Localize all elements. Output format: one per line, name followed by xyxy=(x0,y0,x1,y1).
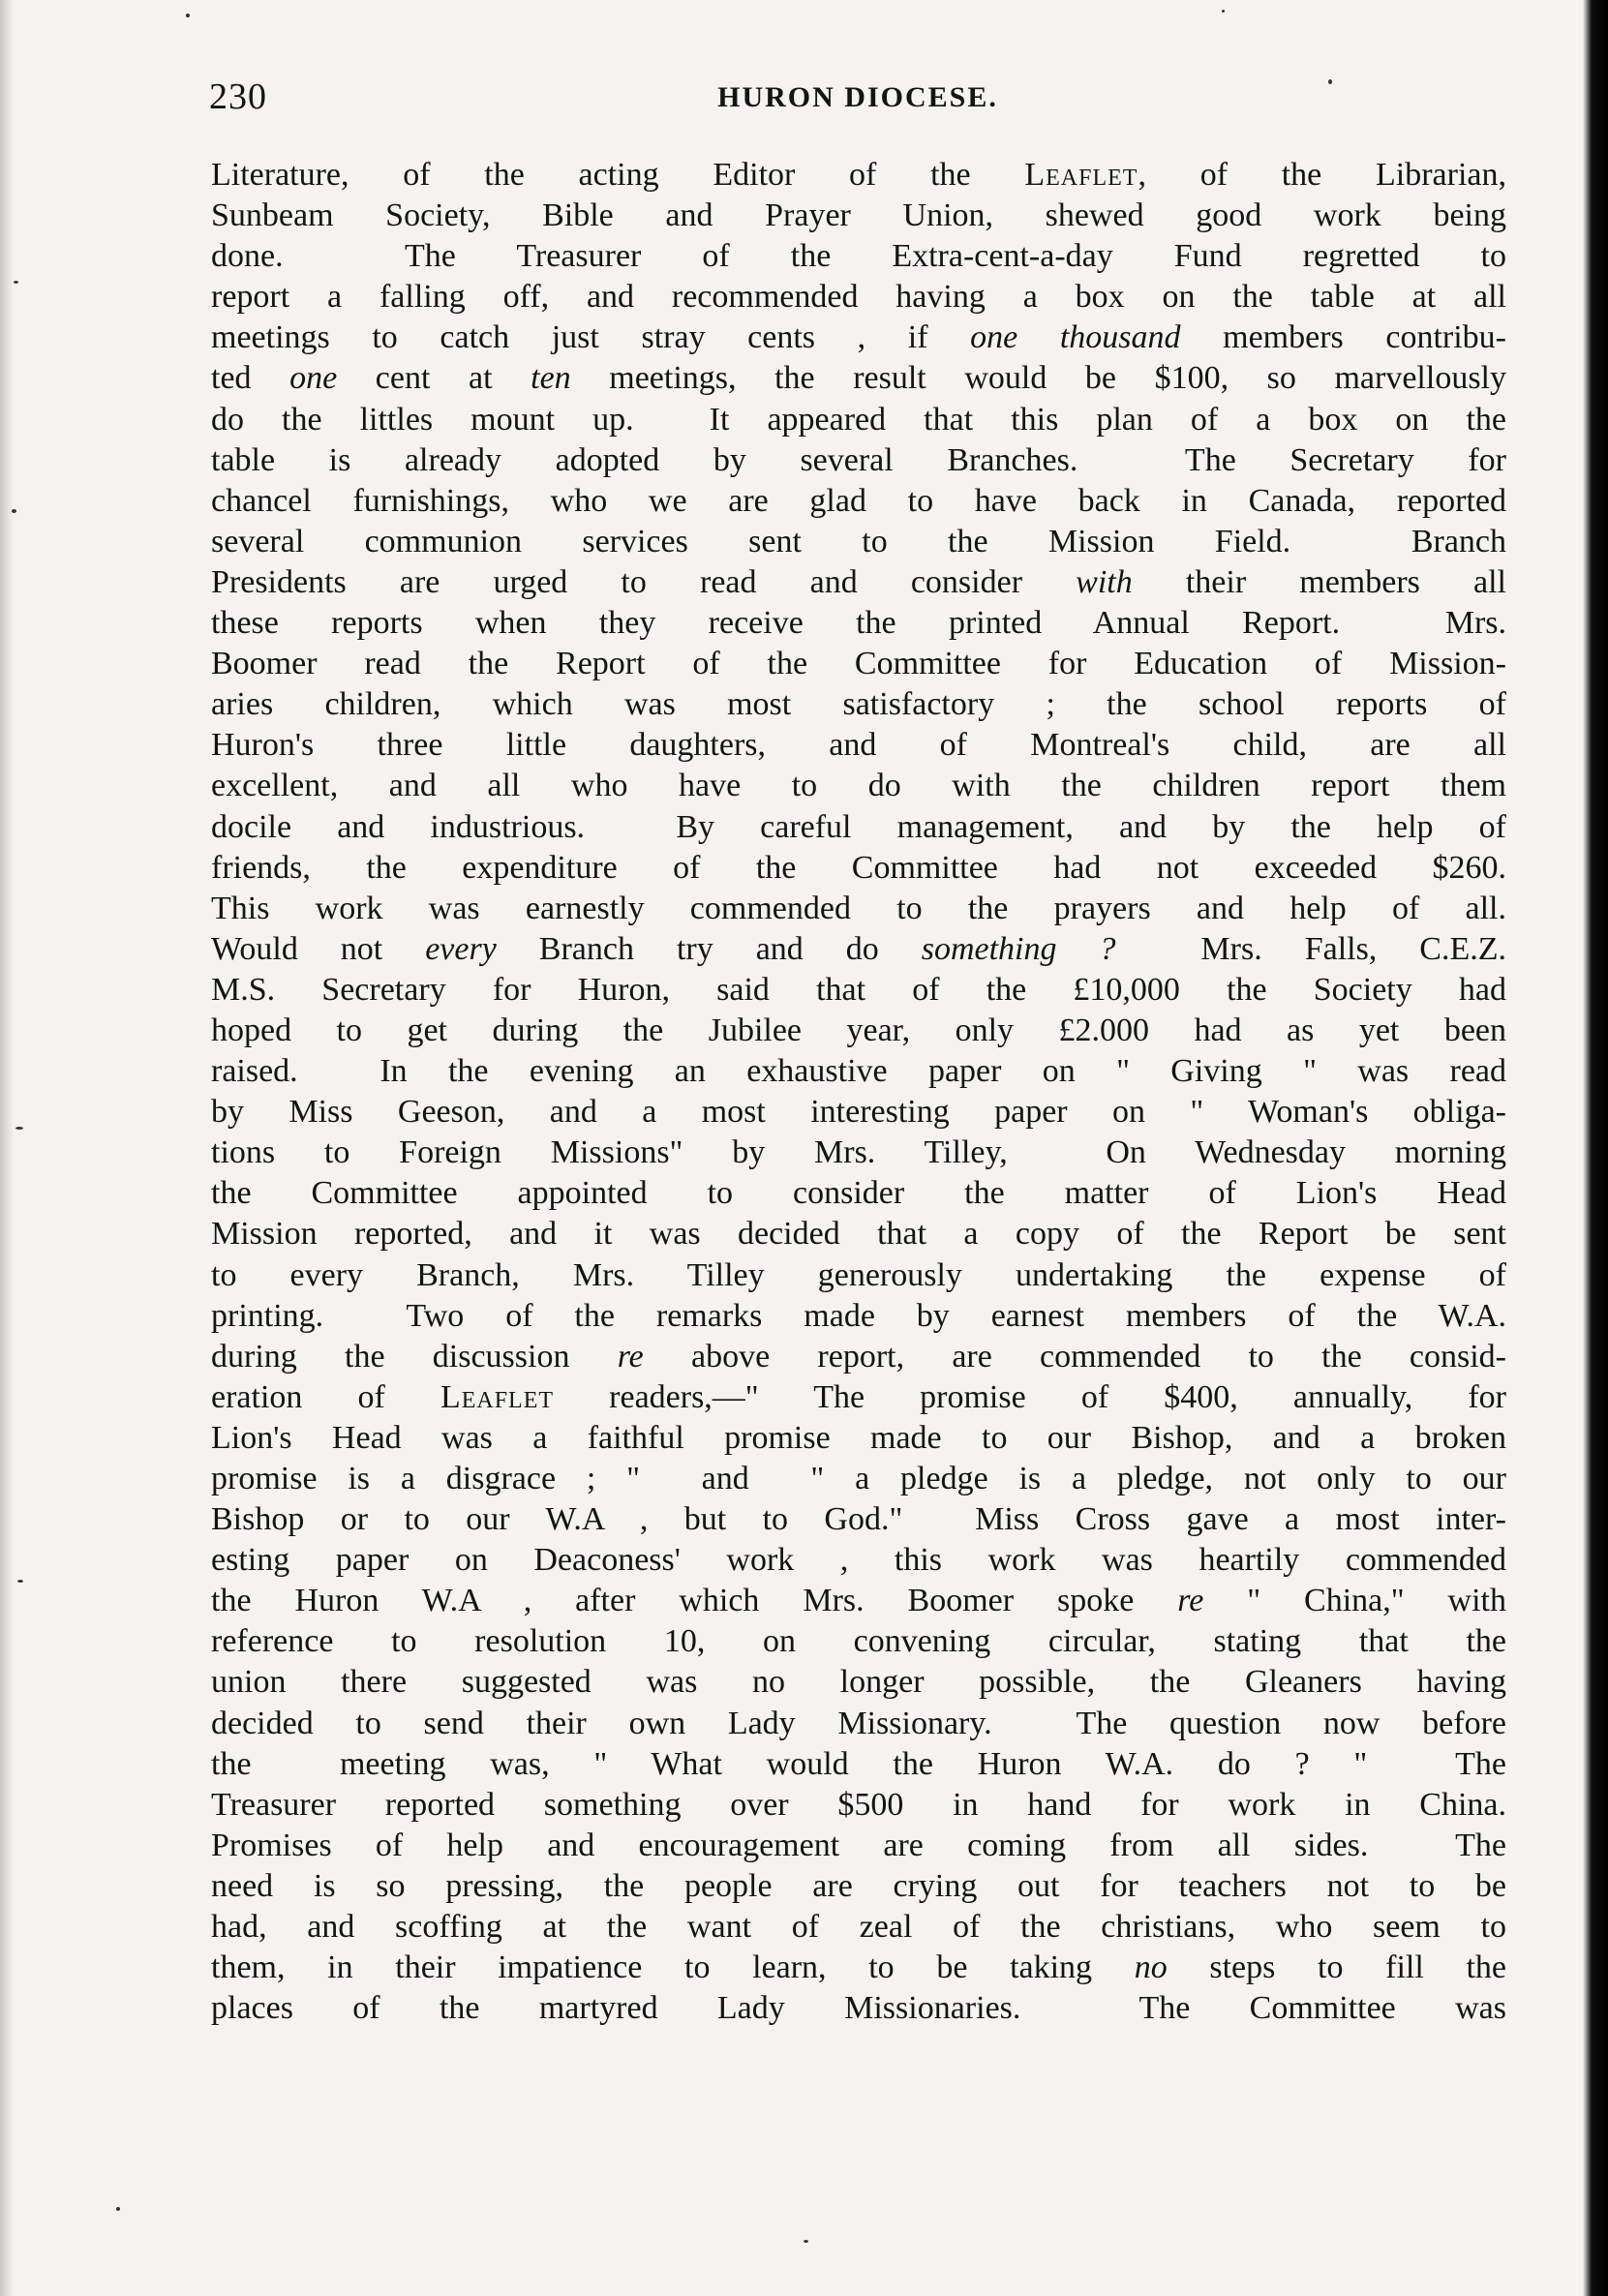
italic-text: re xyxy=(1177,1583,1204,1619)
text-segment: Literature, of the acting Editor of the xyxy=(211,157,1025,193)
italic-text: with xyxy=(1076,563,1133,600)
text-segment: them, in their impatience to learn, to be taking xyxy=(211,1949,1135,1986)
text-segment: printing. Two of the remarks made by earnest members of the W.A. xyxy=(211,1297,1506,1334)
page-header xyxy=(209,76,1506,130)
text-line xyxy=(211,603,1506,644)
text-line xyxy=(211,1988,1506,2029)
text-line xyxy=(211,481,1506,522)
text-segment: the Committee appointed to consider the matter of Lion's Head xyxy=(211,1175,1506,1212)
text-segment: several communion services sent to the Mission Field. Branch xyxy=(211,523,1506,559)
text-segment: by Miss Geeson, and a most interesting paper on " Woman's obliga- xyxy=(211,1094,1506,1131)
text-line xyxy=(211,1621,1506,1662)
text-line xyxy=(211,1418,1506,1459)
text-line xyxy=(211,317,1506,358)
scan-speck xyxy=(12,509,16,513)
text-line xyxy=(211,848,1506,889)
text-segment: to every Branch, Mrs. Tilley generously undertaking the expense of xyxy=(211,1256,1506,1293)
text-line xyxy=(211,236,1506,277)
scan-speck xyxy=(15,1127,23,1130)
text-line xyxy=(211,725,1506,766)
text-line xyxy=(211,1051,1506,1092)
text-segment: Would not xyxy=(211,930,426,967)
text-line xyxy=(211,1744,1506,1785)
text-line xyxy=(211,1581,1506,1621)
text-segment: members contribu- xyxy=(1180,319,1506,356)
page-number: 230 xyxy=(209,76,267,117)
small-caps-text: Leaflet xyxy=(440,1378,555,1415)
text-segment: chancel furnishings, who we are glad to have back in Canada, reported xyxy=(211,482,1506,519)
text-line xyxy=(211,1133,1506,1173)
text-line xyxy=(211,155,1506,196)
text-segment: cent at xyxy=(337,360,531,397)
text-segment: the meeting was, " What would the Huron W.A. do ? " The xyxy=(211,1745,1506,1782)
text-line xyxy=(211,1826,1506,1866)
text-line xyxy=(211,196,1506,236)
text-segment: Bishop or to our W.A , but to God." Miss Cross gave a most inter- xyxy=(211,1501,1506,1538)
italic-text: one xyxy=(289,360,338,397)
text-line xyxy=(211,1296,1506,1337)
scan-speck xyxy=(1222,10,1225,13)
scan-speck xyxy=(17,1580,23,1583)
text-segment: friends, the expenditure of the Committee had not exceeded $260. xyxy=(211,849,1506,886)
text-segment: Sunbeam Society, Bible and Prayer Union, shewed good work being xyxy=(211,197,1506,234)
text-segment: report a falling off, and recommended having a box on the table at all xyxy=(211,279,1506,316)
text-segment: Treasurer reported something over $500 in hand for work in China. xyxy=(211,1786,1506,1823)
italic-text: something ? xyxy=(921,930,1116,967)
text-line xyxy=(211,1011,1506,1051)
text-segment: do the littles mount up. It appeared that this plan of a box on the xyxy=(211,401,1506,438)
text-line xyxy=(211,1948,1506,1988)
text-segment: ted xyxy=(211,360,290,397)
text-segment: Boomer read the Report of the Committee for Education of Mission- xyxy=(211,646,1506,682)
text-segment: table is already adopted by several Branches. The Secretary for xyxy=(211,441,1506,478)
scan-speck xyxy=(186,14,190,17)
text-line xyxy=(211,807,1506,848)
text-segment: readers,—" The promise of $400, annually, for xyxy=(554,1378,1506,1415)
page-left-edge-shadow xyxy=(0,0,14,2296)
text-segment: M.S. Secretary for Huron, said that of the £10,000 the Society had xyxy=(211,971,1506,1008)
text-segment: This work was earnestly commended to the prayers and help of all. xyxy=(211,890,1506,926)
italic-text: every xyxy=(425,930,497,967)
text-segment: steps to fill the xyxy=(1167,1949,1506,1986)
text-line xyxy=(211,1255,1506,1296)
text-line xyxy=(211,1785,1506,1826)
text-segment: raised. In the evening an exhaustive paper on " Giving " was read xyxy=(211,1053,1506,1090)
text-segment: Promises of help and encouragement are coming from all sides. The xyxy=(211,1827,1506,1863)
text-line xyxy=(211,766,1506,806)
text-segment: eration of xyxy=(211,1378,440,1415)
text-segment: decided to send their own Lady Missionary. The question now before xyxy=(211,1705,1506,1741)
text-segment: hoped to get during the Jubilee year, only £2.000 had as yet been xyxy=(211,1012,1506,1048)
text-line xyxy=(211,400,1506,440)
scan-speck xyxy=(14,281,18,284)
text-segment: Presidents are urged to read and consider xyxy=(211,563,1077,600)
small-caps-text: Leaflet xyxy=(1024,157,1138,193)
text-line xyxy=(211,277,1506,317)
text-segment: need is so pressing, the people are crying out for teachers not to be xyxy=(211,1867,1506,1904)
text-line xyxy=(211,440,1506,481)
text-line xyxy=(211,644,1506,684)
text-line xyxy=(211,889,1506,929)
text-line xyxy=(211,1337,1506,1377)
scan-speck xyxy=(804,2240,808,2243)
text-line xyxy=(211,562,1506,603)
text-segment: Huron's three little daughters, and of Montreal's child, are all xyxy=(211,727,1506,764)
text-segment: docile and industrious. By careful management, and by the help of xyxy=(211,808,1506,845)
text-segment: excellent, and all who have to do with the children report them xyxy=(211,768,1506,804)
text-segment: reference to resolution 10, on convening circular, stating that the xyxy=(211,1623,1506,1660)
scan-speck xyxy=(116,2207,120,2211)
text-segment: Mrs. Falls, C.E.Z. xyxy=(1115,930,1506,967)
text-segment: Branch try and do xyxy=(496,930,922,967)
text-line xyxy=(211,522,1506,562)
text-segment: " China," with xyxy=(1203,1583,1506,1619)
italic-text: re xyxy=(617,1338,644,1375)
text-line xyxy=(211,1092,1506,1133)
text-line xyxy=(211,970,1506,1011)
italic-text: no xyxy=(1134,1949,1168,1986)
text-segment: esting paper on Deaconess' work , this work was heartily commended xyxy=(211,1542,1506,1579)
text-segment: aries children, which was most satisfactory ; the school reports of xyxy=(211,686,1506,723)
text-segment: Lion's Head was a faithful promise made to our Bishop, and a broken xyxy=(211,1419,1506,1456)
text-line xyxy=(211,1866,1506,1907)
text-segment: these reports when they receive the printed Annual Report. Mrs. xyxy=(211,605,1506,642)
text-line xyxy=(211,1499,1506,1540)
text-line xyxy=(211,929,1506,970)
text-segment: promise is a disgrace ; " and " a pledge is a pledge, not only to our xyxy=(211,1461,1506,1496)
italic-text: ten xyxy=(531,360,571,397)
text-line xyxy=(211,358,1506,399)
text-segment: , of the Librarian, xyxy=(1138,157,1506,193)
text-segment: done. The Treasurer of the Extra-cent-a-day Fund regretted to xyxy=(211,238,1506,275)
text-line xyxy=(211,1459,1506,1499)
body-text xyxy=(211,155,1506,2029)
text-segment: Mission reported, and it was decided that a copy of the Report be sent xyxy=(211,1216,1506,1253)
text-segment: the Huron W.A , after which Mrs. Boomer spoke xyxy=(211,1583,1178,1619)
page-spine-shadow xyxy=(1583,0,1608,2296)
text-segment: their members all xyxy=(1132,563,1506,600)
text-segment: during the discussion xyxy=(211,1338,618,1375)
text-segment: meetings, the result would be $100, so marvellously xyxy=(570,360,1507,397)
text-line xyxy=(211,1173,1506,1214)
text-line xyxy=(211,1377,1506,1418)
text-line xyxy=(211,1540,1506,1581)
running-head: HURON DIOCESE. xyxy=(717,81,998,113)
text-line xyxy=(211,1704,1506,1744)
text-line xyxy=(211,1907,1506,1948)
text-segment: meetings to catch just stray cents , if xyxy=(211,319,971,356)
text-segment: places of the martyred Lady Missionaries. The Committee was xyxy=(211,1990,1506,2027)
text-line xyxy=(211,1214,1506,1254)
italic-text: one thousand xyxy=(970,319,1181,356)
text-segment: above report, are commended to the consid- xyxy=(643,1338,1506,1375)
text-segment: tions to Foreign Missions" by Mrs. Tilley, On Wednesday morning xyxy=(211,1134,1506,1171)
text-segment: union there suggested was no longer possible, the Gleaners having xyxy=(211,1664,1506,1701)
text-segment: had, and scoffing at the want of zeal of the christians, who seem to xyxy=(211,1909,1506,1946)
text-line xyxy=(211,1662,1506,1703)
text-line xyxy=(211,684,1506,725)
